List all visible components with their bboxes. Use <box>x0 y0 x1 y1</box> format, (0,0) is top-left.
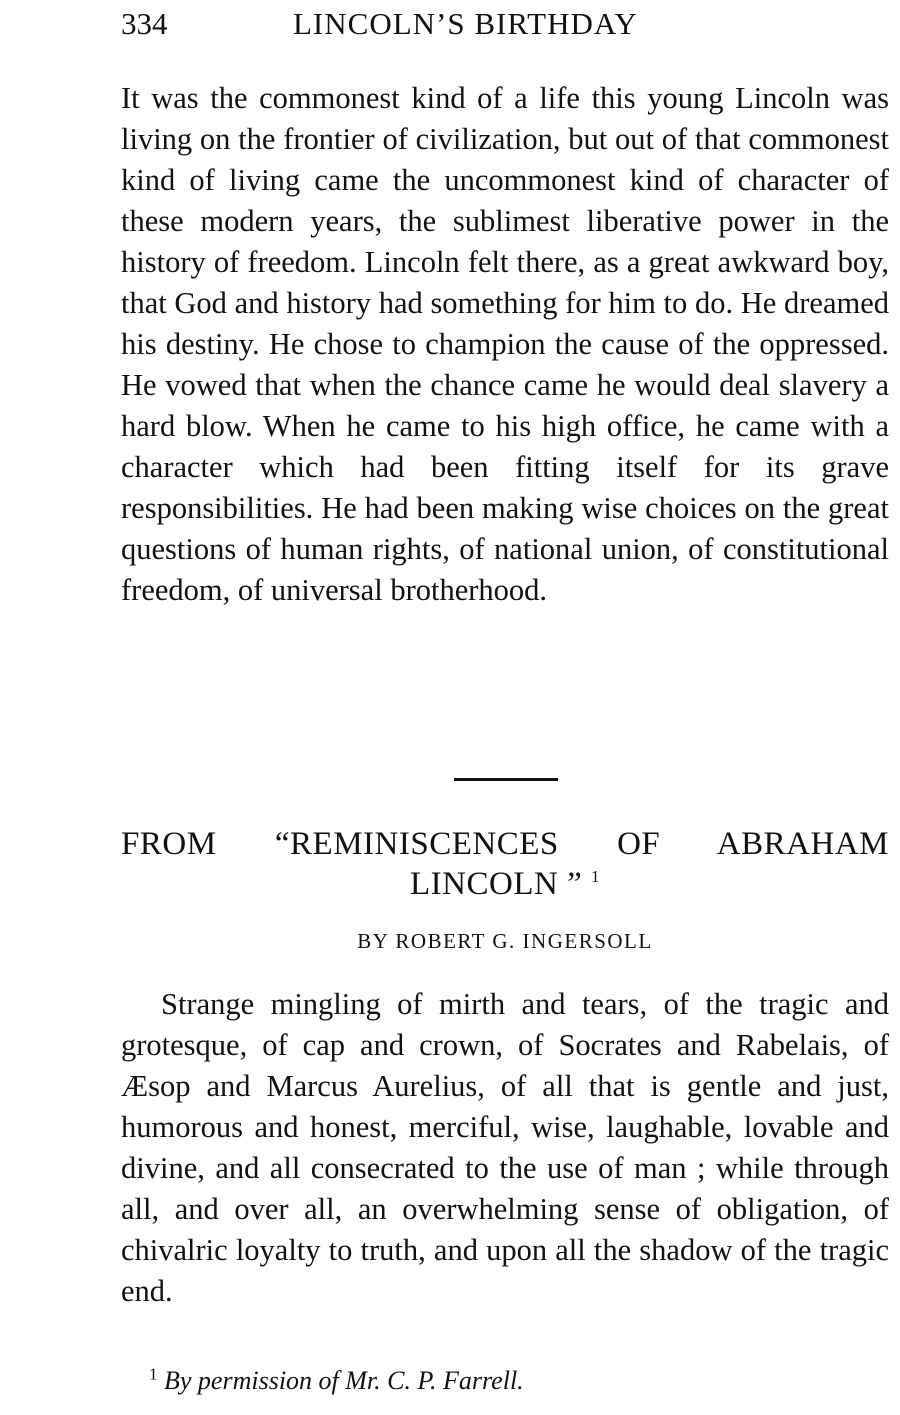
book-page <box>121 0 889 1395</box>
section-footnote-marker: 1 <box>590 867 600 886</box>
running-head <box>121 0 889 56</box>
section-title <box>121 824 889 904</box>
body-paragraph-2: Strange mingling of mirth and tears, of the tragic and grotesque, of cap and crown, of Socrates and Rabelais, of Æsop and Marcus Aurelius, of all that is gentle and just, humorous and honest, merciful, wise, laughable, lovable and divine, and all consecrated to the use of man ; while through all, and over all, an overwhelming sense of obligation, of chivalric loyalty to truth, and upon all the shadow of the tragic end. <box>121 987 889 1308</box>
section-divider <box>454 778 558 781</box>
body-paragraph-1: It was the commonest kind of a life this young Lincoln was living on the frontier of civilization, but out of that commonest kind of living came the uncommonest kind of character of these modern years, the sublimest liberative power in the history of freedom. Lincoln felt there, as a great awkward boy, that God and history had something for him to do. He dreamed his destiny. He chose to champion the cause of the oppressed. He vowed that when the chance came he would deal slavery a hard blow. When he came to his high office, he came with a character which had been fitting itself for its grave responsibilities. He had been making wise choices on the great questions of human rights, of national union, of constitutional freedom, of universal brotherhood. <box>121 81 889 607</box>
page-number: 334 <box>121 6 168 41</box>
byline: BY ROBERT G. INGERSOLL <box>357 929 653 953</box>
section-title-text: FROM “REMINISCENCES OF ABRAHAM LINCOLN ” <box>121 826 889 902</box>
footnote-marker: 1 <box>149 1364 158 1384</box>
running-title: LINCOLN’S BIRTHDAY <box>293 6 638 41</box>
footnote-text: By permission of Mr. C. P. Farrell. <box>164 1366 524 1395</box>
footnote <box>149 1366 524 1396</box>
